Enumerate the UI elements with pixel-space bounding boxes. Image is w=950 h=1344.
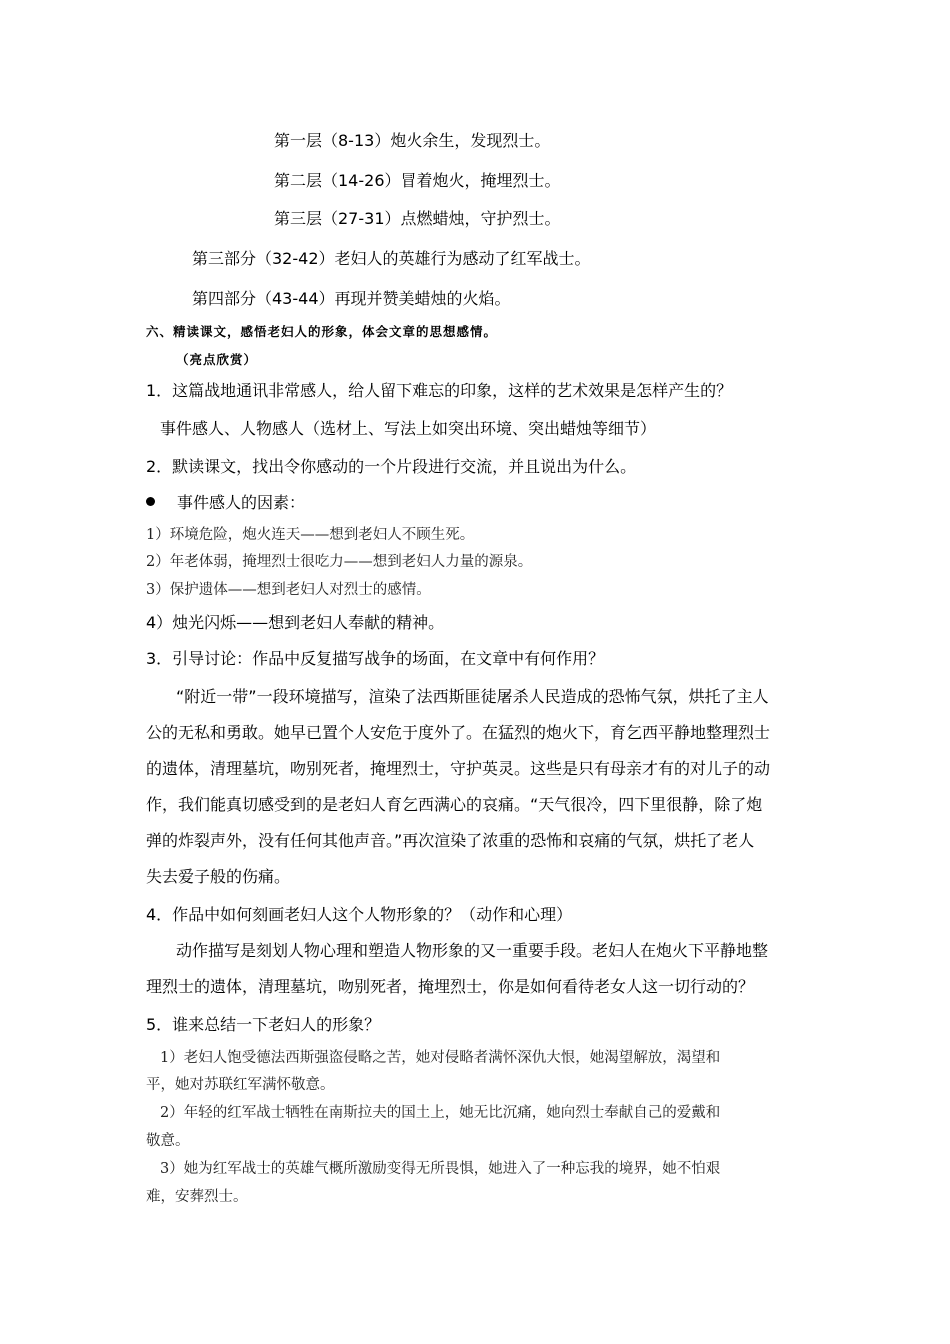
outline-part-3: 第三部分（32-42）老妇人的英雄行为感动了红军战士。 <box>192 249 591 268</box>
list-item: 1）环境危险，炮火连天——想到老妇人不顾生死。 <box>146 527 475 543</box>
answer-line: 2）年轻的红军战士牺牲在南斯拉夫的国土上，她无比沉痛，她向烈士奉献自己的爱戴和 <box>160 1105 721 1121</box>
answer-line: 难，安葬烈士。 <box>146 1189 248 1205</box>
answer-line: 平，她对苏联红军满怀敬意。 <box>146 1077 335 1093</box>
paragraph-line: 理烈士的遗体，清理墓坑，吻别死者，掩埋烈士，你是如何看待老女人这一切行动的？ <box>146 977 755 996</box>
answer-line: 3）她为红军战士的英雄气概所激励变得无所畏惧，她进入了一种忘我的境界，她不怕艰 <box>160 1161 721 1177</box>
paragraph-line: 失去爱子般的伤痛。 <box>146 867 291 886</box>
paragraph-line: 弹的炸裂声外，没有任何其他声音。”再次渲染了浓重的恐怖和哀痛的气氛，烘托了老人 <box>146 831 755 850</box>
section-subheading: （亮点欣赏） <box>176 352 258 367</box>
paragraph-line: “附近一带”一段环境描写，渲染了法西斯匪徒屠杀人民造成的恐怖气氛，烘托了主人 <box>176 687 769 706</box>
question-1: 1．这篇战地通讯非常感人，给人留下难忘的印象，这样的艺术效果是怎样产生的？ <box>146 381 733 400</box>
answer-line: 敬意。 <box>146 1133 190 1149</box>
question-5: 5．谁来总结一下老妇人的形象？ <box>146 1015 381 1034</box>
paragraph-line: 作，我们能真切感受到的是老妇人育乞西满心的哀痛。“天气很冷，四下里很静，除了炮 <box>146 795 763 814</box>
list-item: 2）年老体弱，掩埋烈士很吃力——想到老妇人力量的源泉。 <box>146 554 533 570</box>
answer-line: 1）老妇人饱受德法西斯强盗侵略之苦，她对侵略者满怀深仇大恨，她渴望解放，渴望和 <box>160 1050 721 1066</box>
paragraph-line: 动作描写是刻划人物心理和塑造人物形象的又一重要手段。老妇人在炮火下平静地整 <box>176 941 769 960</box>
answer-1: 事件感人、人物感人（选材上、写法上如突出环境、突出蜡烛等细节） <box>160 419 657 438</box>
section-heading: 六、精读课文，感悟老妇人的形象，体会文章的思想感情。 <box>146 324 498 339</box>
bullet-icon <box>146 497 155 506</box>
outline-layer-2: 第二层（14-26）冒着炮火，掩埋烈士。 <box>274 171 561 190</box>
question-4: 4．作品中如何刻画老妇人这个人物形象的？（动作和心理） <box>146 905 573 924</box>
outline-part-4: 第四部分（43-44）再现并赞美蜡烛的火焰。 <box>192 289 511 308</box>
bullet-text: 事件感人的因素： <box>177 493 306 512</box>
outline-layer-1: 第一层（8-13）炮火余生，发现烈士。 <box>274 131 551 150</box>
paragraph-line: 的遗体，清理墓坑，吻别死者，掩埋烈士，守护英灵。这些是只有母亲才有的对儿子的动 <box>146 759 771 778</box>
list-item: 4）烛光闪烁——想到老妇人奉献的精神。 <box>146 613 445 632</box>
list-item: 3）保护遗体——想到老妇人对烈士的感情。 <box>146 582 431 598</box>
outline-layer-3: 第三层（27-31）点燃蜡烛，守护烈士。 <box>274 209 561 228</box>
bullet-item <box>146 490 305 513</box>
paragraph-line: 公的无私和勇敢。她早已置个人安危于度外了。在猛烈的炮火下，育乞西平静地整理烈士 <box>146 723 771 742</box>
question-3: 3．引导讨论：作品中反复描写战争的场面，在文章中有何作用？ <box>146 649 605 668</box>
question-2: 2．默读课文，找出令你感动的一个片段进行交流，并且说出为什么。 <box>146 457 637 476</box>
